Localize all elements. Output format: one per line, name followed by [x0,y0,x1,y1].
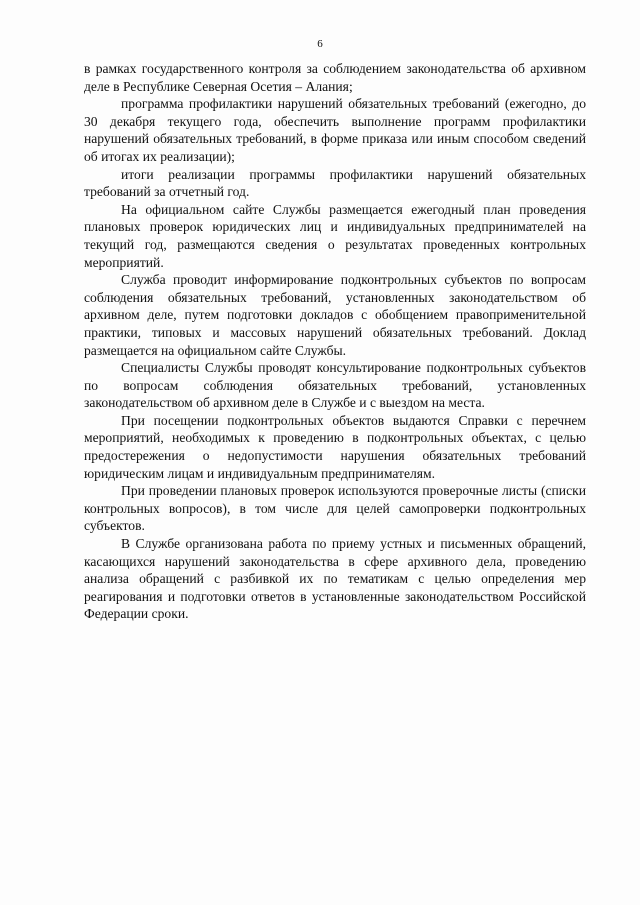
document-body [84,60,586,623]
paragraph-5: Служба проводит информирование подконтрольных субъектов по вопросам соблюдения обязательных требований, установленных законодательством об архивном деле, путем подготовки докладов с обобщением правоприменительной практики, типовых и массовых нарушений обязательных требований. Доклад размещается на официальном сайте Службы. [84,272,586,358]
paragraph-3: итоги реализации программы профилактики нарушений обязательных требований за отчетный год. [84,166,586,200]
paragraph-9: В Службе организована работа по приему устных и письменных обращений, касающихся нарушений законодательства в сфере архивного дела, проведению анализа обращений с разбивкой их по тематикам с целью определения мер реагирования и подготовки ответов в установленные законодательством Российской Федерации сроки. [84,536,586,622]
paragraph-8: При проведении плановых проверок используются проверочные листы (списки контрольных вопросов), в том числе для целей самопроверки подконтрольных субъектов. [84,483,586,534]
paragraph-6: Специалисты Службы проводят консультирование подконтрольных субъектов по вопросам соблюдения обязательных требований, установленных законодательством об архивном деле в Службе и с выездом на места. [84,360,586,411]
paragraph-2: программа профилактики нарушений обязательных требований (ежегодно, до 30 декабря текущего года, обеспечить выполнение программ профилактики нарушений обязательных требований, в форме приказа или иным способом сведений об итогах их реализации); [84,96,586,164]
paragraph-4: На официальном сайте Службы размещается ежегодный план проведения плановых проверок юридических лиц и индивидуальных предпринимателей на текущий год, размещаются сведения о результатах проведенных контрольных мероприятий. [84,201,586,270]
paragraph-1: в рамках государственного контроля за соблюдением законодательства об архивном деле в Республике Северная Осетия – Алания; [84,61,586,94]
paragraph-7: При посещении подконтрольных объектов выдаются Справки с перечнем мероприятий, необходимых к проведению в подконтрольных объектах, с целью предостережения о недопустимости нарушения обязательных требований юридическим лицам и индивидуальным предпринимателям. [84,412,586,481]
page-number: 6 [317,38,323,50]
